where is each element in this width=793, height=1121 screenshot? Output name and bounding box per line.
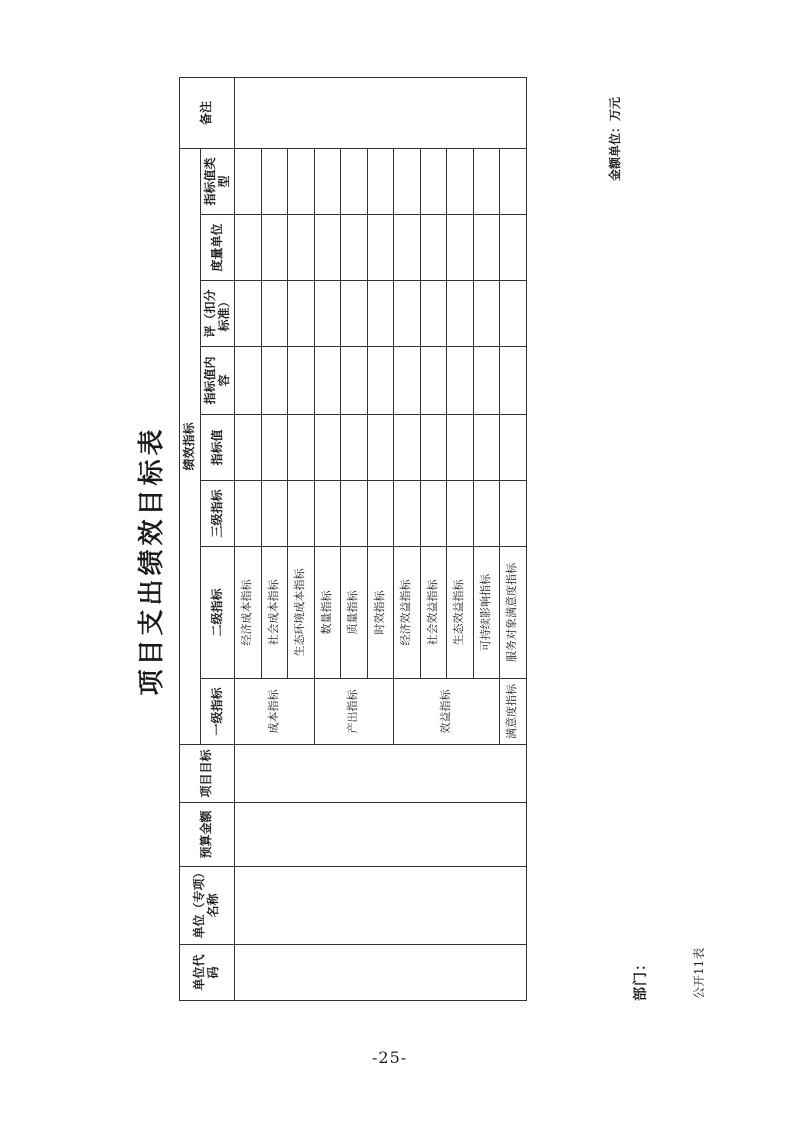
cell-project-goal: [235, 745, 527, 803]
level1-output: 产出指标: [314, 679, 394, 745]
amount-unit-note: 金额单位：万元: [608, 96, 622, 181]
page-number: -25-: [372, 1048, 408, 1067]
level2-indicator: 社会效益指标: [420, 547, 447, 679]
header-budget-amount: 预算金额: [180, 803, 235, 867]
header-level3: 三级指标: [201, 481, 235, 547]
cell-remarks: [235, 77, 527, 148]
cell-budget-amount: [235, 803, 527, 867]
performance-target-table: [179, 77, 527, 1001]
page-title: 项目支出绩效目标表: [137, 425, 167, 696]
cell-unit-name: [235, 867, 527, 945]
level2-indicator: 时效指标: [367, 547, 394, 679]
header-performance-group: 绩效指标: [180, 148, 201, 744]
header-unit-name: 单位（专项）名称: [180, 867, 235, 945]
header-indicator-content: 指标值内容: [201, 347, 235, 415]
header-project-goal: 项目目标: [180, 745, 235, 803]
level1-satisfaction: 满意度指标: [500, 679, 527, 745]
level2-indicator: 生态环境成本指标: [288, 547, 315, 679]
level1-benefit: 效益指标: [394, 679, 500, 745]
department-label: 部门：: [633, 956, 649, 1001]
level2-indicator: 服务对象满意度指标: [500, 547, 527, 679]
level1-cost: 成本指标: [235, 679, 315, 745]
level2-indicator: 经济成本指标: [235, 547, 262, 679]
level2-indicator: 可持续影响指标: [473, 547, 500, 679]
cell-unit-code: [235, 945, 527, 1001]
level2-indicator: 经济效益指标: [394, 547, 421, 679]
header-level1: 一级指标: [201, 679, 235, 745]
level2-indicator: 生态效益指标: [447, 547, 474, 679]
header-level2: 二级指标: [201, 547, 235, 679]
header-unit-of-measure: 度量单位: [201, 215, 235, 281]
level2-indicator: 质量指标: [341, 547, 368, 679]
level2-indicator: 数量指标: [314, 547, 341, 679]
level2-indicator: 社会成本指标: [261, 547, 288, 679]
table-row: [235, 77, 262, 1000]
header-scoring: 评（扣分标准）: [201, 281, 235, 347]
header-unit-code: 单位代码: [180, 945, 235, 1001]
header-indicator-value: 指标值: [201, 415, 235, 481]
form-number: 公开11表: [692, 947, 706, 999]
header-value-type: 指标值类型: [201, 148, 235, 214]
header-remarks: 备注: [180, 77, 235, 148]
